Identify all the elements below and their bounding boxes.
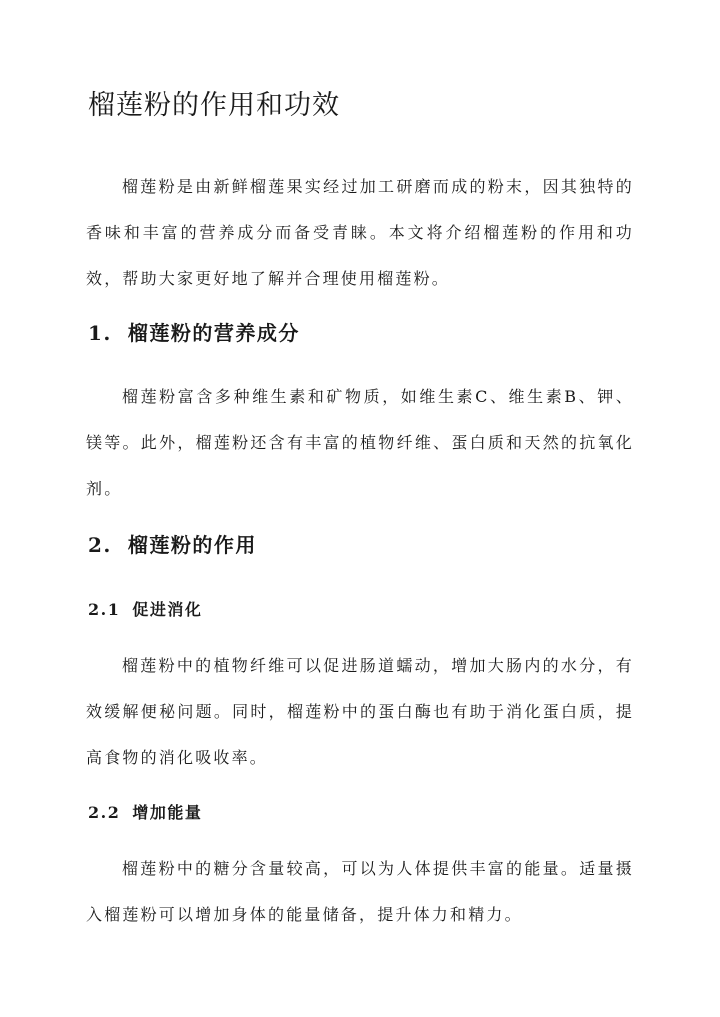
section-1-heading [88, 318, 300, 348]
subsection-2-2-paragraph: 榴莲粉中的糖分含量较高，可以为人体提供丰富的能量。适量摄入榴莲粉可以增加身体的能量储备，提升体力和精力。 [86, 859, 634, 924]
subsection-2-1-paragraph: 榴莲粉中的植物纤维可以促进肠道蠕动，增加大肠内的水分，有效缓解便秘问题。同时，榴莲粉中的蛋白酶也有助于消化蛋白质，提高食物的消化吸收率。 [86, 656, 634, 767]
subsection-2-1-number: 2.1 [88, 600, 121, 619]
page-title: 榴莲粉的作用和功效 [88, 90, 340, 121]
intro-paragraph: 榴莲粉是由新鲜榴莲果实经过加工研磨而成的粉末，因其独特的香味和丰富的营养成分而备受青睐。本文将介绍榴莲粉的作用和功效，帮助大家更好地了解并合理使用榴莲粉。 [86, 177, 634, 288]
section-1-paragraph: 榴莲粉富含多种维生素和矿物质，如维生素C、维生素B、钾、镁等。此外，榴莲粉还含有丰富的植物纤维、蛋白质和天然的抗氧化剂。 [86, 387, 634, 498]
section-1-title: 榴莲粉的营养成分 [127, 321, 300, 345]
subsection-2-2-number: 2.2 [88, 803, 121, 822]
subsection-2-1-title: 促进消化 [132, 600, 203, 619]
section-1-number: 1. [88, 321, 112, 345]
subsection-2-1-heading [88, 598, 202, 622]
section-2-title: 榴莲粉的作用 [127, 533, 257, 557]
section-2-heading [88, 530, 257, 560]
subsection-2-2-heading [88, 801, 202, 825]
section-2-number: 2. [88, 533, 112, 557]
subsection-2-2-title: 增加能量 [132, 803, 203, 822]
